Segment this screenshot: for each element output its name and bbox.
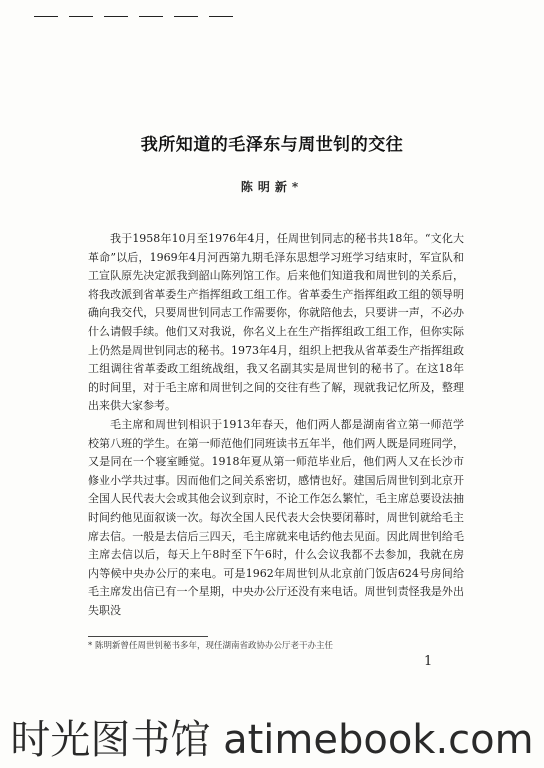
watermark-text: 时光图书馆 atimebook.com xyxy=(10,716,534,763)
article-title: 我所知道的毛泽东与周世钊的交往 xyxy=(140,135,404,155)
page-number: 1 xyxy=(424,654,433,669)
dash-mark xyxy=(34,16,58,17)
footnote-divider xyxy=(88,636,208,637)
dash-mark xyxy=(69,16,93,17)
footnote: * 陈明新曾任周世钊秘书多年，现任湖南省政协办公厅老干办主任 xyxy=(88,641,333,651)
dash-mark xyxy=(174,16,198,17)
dash-mark xyxy=(104,16,128,17)
dash-mark xyxy=(209,16,233,17)
header-dash-rule xyxy=(34,16,233,17)
body-paragraph: 我于1958年10月至1976年4月，任周世钊同志的秘书共18年。“文化大革命”以后，1969年4月河西第九期毛泽东思想学习班学习结束时，军宣队和工宣队原先决定派我到韶山陈列馆工作。后来他们知道我和周世钊的关系后，将我改派到省革委生产指挥组政工组工作。省革委生产指挥组政工组的领导明确向我交代，只要周世钊同志工作需要你，你就陪他去，只要讲一声，不必办什么请假手续。他们又对我说，你名义上在生产指挥组政工组工作，但你实际上仍然是周世钊同志的秘书。1973年4月，组织上把我从省革委生产指挥组政工组调往省革委政工组统战组，我又名副其实是周世钊的秘书了。在这18年的时间里，对于毛主席和周世钊之间的交往有些了解，现就我记忆所及，整理出来供大家参考。 xyxy=(88,232,464,413)
dash-mark xyxy=(139,16,163,17)
article-body xyxy=(88,230,464,620)
article-author: 陈明新* xyxy=(240,180,304,194)
body-paragraph: 毛主席和周世钊相识于1913年春天，他们两人都是湖南省立第一师范学校第八班的学生。在第一师范他们同班读书五年半，他们两人既是同班同学，又是同在一个寝室睡觉。1918年夏从第一师范毕业后，他们两人又在长沙市修业小学共过事。因而他们之间关系密切，感情也好。建国后周世钊到北京开全国人民代表大会或其他会议到京时，不论工作怎么繁忙，毛主席总要设法抽时间约他见面叙谈一次。每次全国人民代表大会快要闭幕时，周世钊就给毛主席去信。一般是去信后三四天，毛主席就来电话约他去见面。因此周世钊给毛主席去信以后，每天上午8时至下午6时，什么会议我都不去参加，我就在房内等候中央办公厅的来电。可是1962年周世钊从北京前门饭店624号房间给毛主席发出信已有一个星期，中央办公厅还没有来电话。周世钊责怪我是外出失职没 xyxy=(88,417,464,617)
